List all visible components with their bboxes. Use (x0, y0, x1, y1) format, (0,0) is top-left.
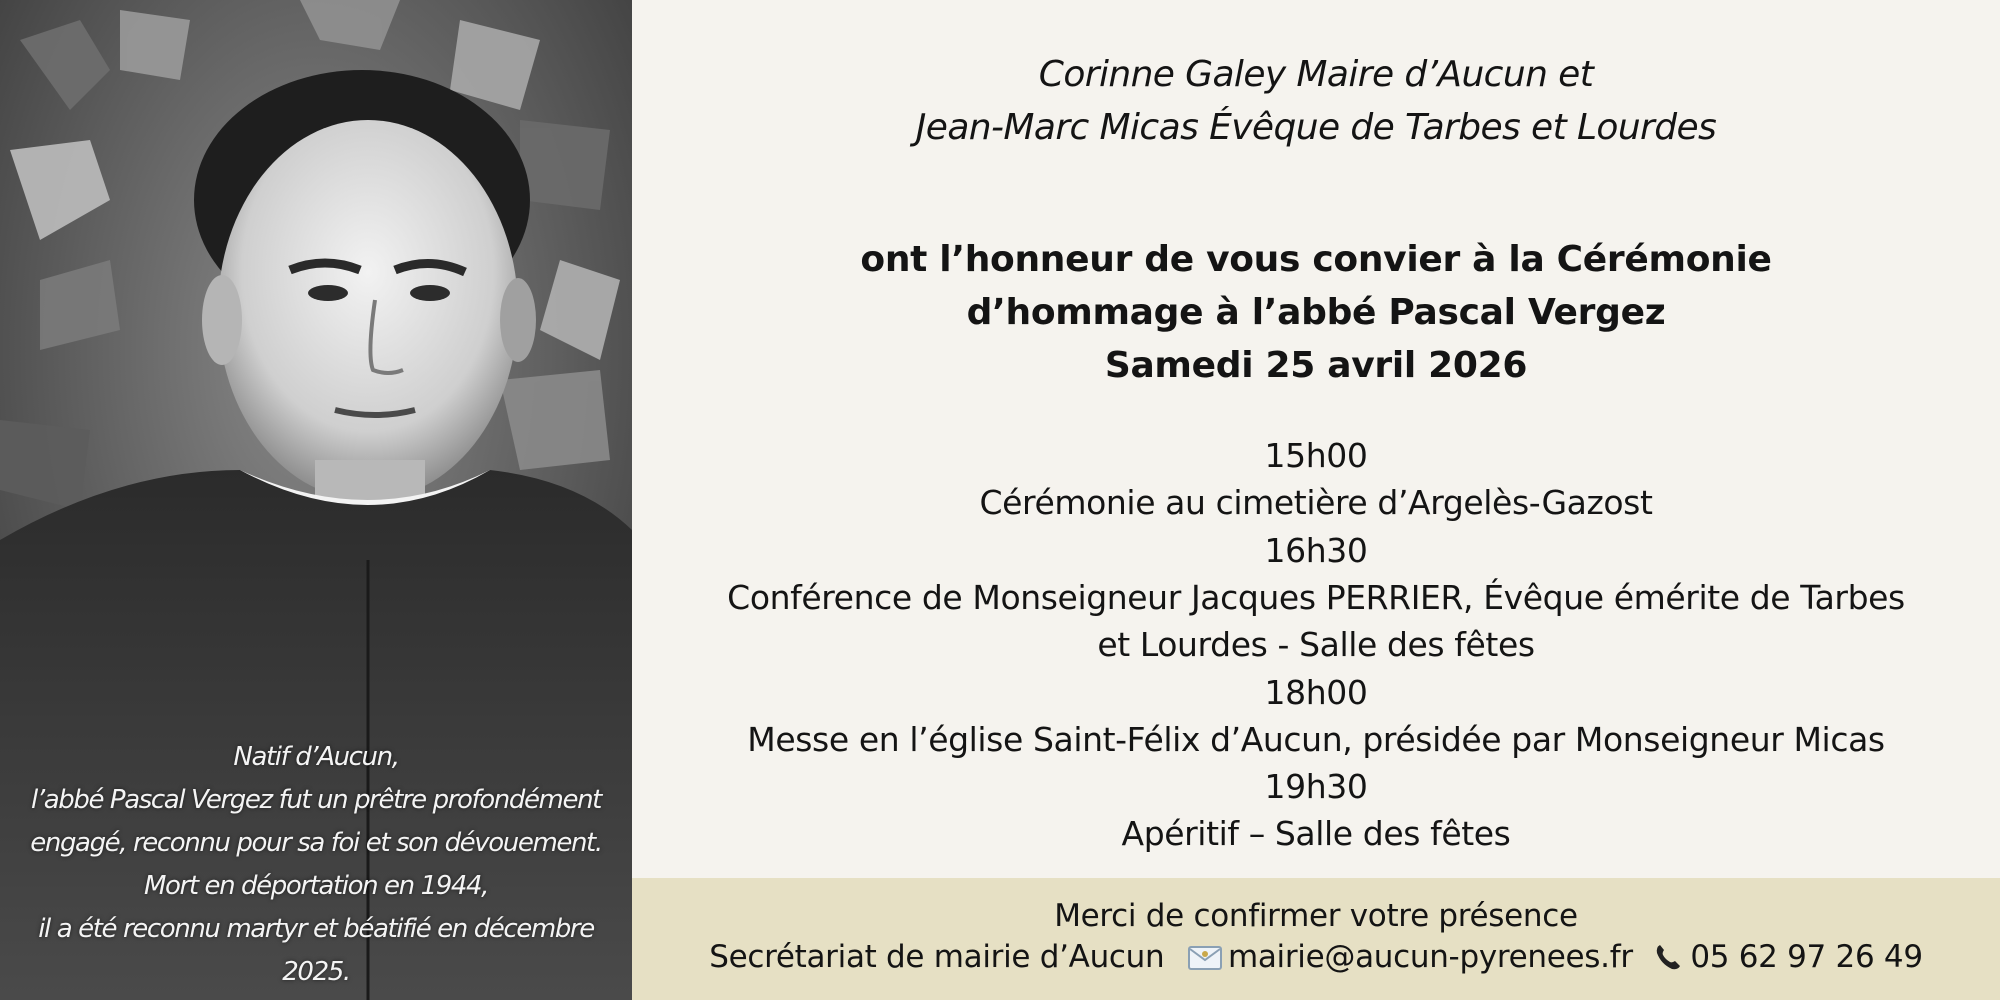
rsvp-footer (632, 878, 2000, 1000)
phone-icon (1654, 942, 1684, 972)
phone-link[interactable]: 05 62 97 26 49 (1690, 939, 1923, 975)
schedule-description: Apéritif – Salle des fêtes (1121, 814, 1511, 853)
schedule-time: 19h30 (1264, 767, 1368, 806)
headline (632, 233, 2000, 392)
contact-row (632, 937, 2000, 977)
schedule-description: Messe en l’église Saint-Félix d’Aucun, présidée par Monseigneur Micas (747, 719, 1885, 759)
rsvp-text: Merci de confirmer votre présence (1054, 898, 1578, 934)
schedule-description: Cérémonie au cimetière d’Argelès-Gazost (979, 483, 1653, 522)
hosts (632, 48, 2000, 154)
schedule-description: et Lourdes - Salle des fêtes (1097, 625, 1535, 664)
envelope-icon (1188, 946, 1222, 970)
schedule-time: 18h00 (1264, 672, 1368, 712)
schedule-description: Conférence de Monseigneur Jacques PERRIER, Évêque émérite de Tarbes (727, 577, 1905, 617)
caption-line: Natif d’Aucun, (233, 742, 399, 772)
host-line: Jean-Marc Micas Évêque de Tarbes et Lourdes (915, 107, 1717, 148)
invitation-body (632, 0, 2000, 878)
schedule-time: 16h30 (1264, 530, 1368, 570)
headline-line: ont l’honneur de vous convier à la Cérémonie (860, 239, 1772, 280)
secretariat-label: Secrétariat de mairie d’Aucun (709, 939, 1165, 975)
caption-line: l’abbé Pascal Vergez fut un prêtre profondément (31, 785, 601, 815)
caption-line: 2025. (282, 957, 350, 987)
host-line: Corinne Galey Maire d’Aucun et (1038, 54, 1594, 95)
photo-caption (0, 736, 632, 994)
portrait-photo (0, 0, 632, 1000)
schedule (632, 432, 2000, 858)
caption-line: il a été reconnu martyr et béatifié en décembre (38, 914, 594, 944)
event-date: Samedi 25 avril 2026 (1104, 345, 1528, 386)
headline-line: d’hommage à l’abbé Pascal Vergez (966, 292, 1666, 333)
email-link[interactable]: mairie@aucun-pyrenees.fr (1227, 939, 1633, 975)
caption-line: Mort en déportation en 1944, (144, 871, 488, 901)
schedule-time: 15h00 (1264, 436, 1368, 475)
caption-line: engagé, reconnu pour sa foi et son dévouement. (30, 828, 602, 858)
